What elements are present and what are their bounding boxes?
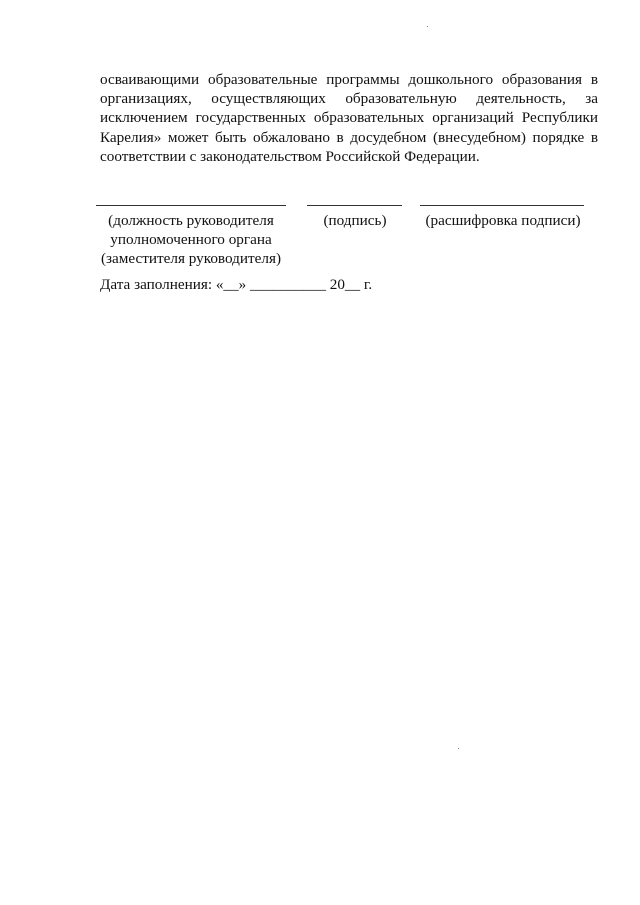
scan-speck xyxy=(458,748,459,749)
position-caption-line: уполномоченного органа xyxy=(110,231,272,248)
position-signature-line xyxy=(96,205,286,206)
fill-date-line: Дата заполнения: «__» __________ 20__ г. xyxy=(100,276,373,293)
position-caption-line: (должность руководителя xyxy=(108,212,274,229)
signature-line xyxy=(307,205,402,206)
appeal-paragraph xyxy=(100,70,598,166)
paragraph-line: организациях, осуществляющих образовательную деятельность, за xyxy=(100,90,598,108)
decoding-caption: (расшифровка подписи) xyxy=(425,212,581,229)
position-caption-line: (заместителя руководителя) xyxy=(100,250,282,267)
scan-speck xyxy=(427,26,428,27)
signature-caption: (подпись) xyxy=(323,212,387,229)
decoding-signature-line xyxy=(420,205,584,206)
paragraph-line: соответствии с законодательством Российской Федерации. xyxy=(100,147,480,165)
paragraph-line: осваивающими образовательные программы дошкольного образования в xyxy=(100,71,598,88)
paragraph-line: исключением государственных образовательных организаций Республики xyxy=(100,109,598,127)
paragraph-line: Карелия» может быть обжаловано в досудебном (внесудебном) порядке в xyxy=(100,128,598,146)
position-caption xyxy=(92,211,290,268)
